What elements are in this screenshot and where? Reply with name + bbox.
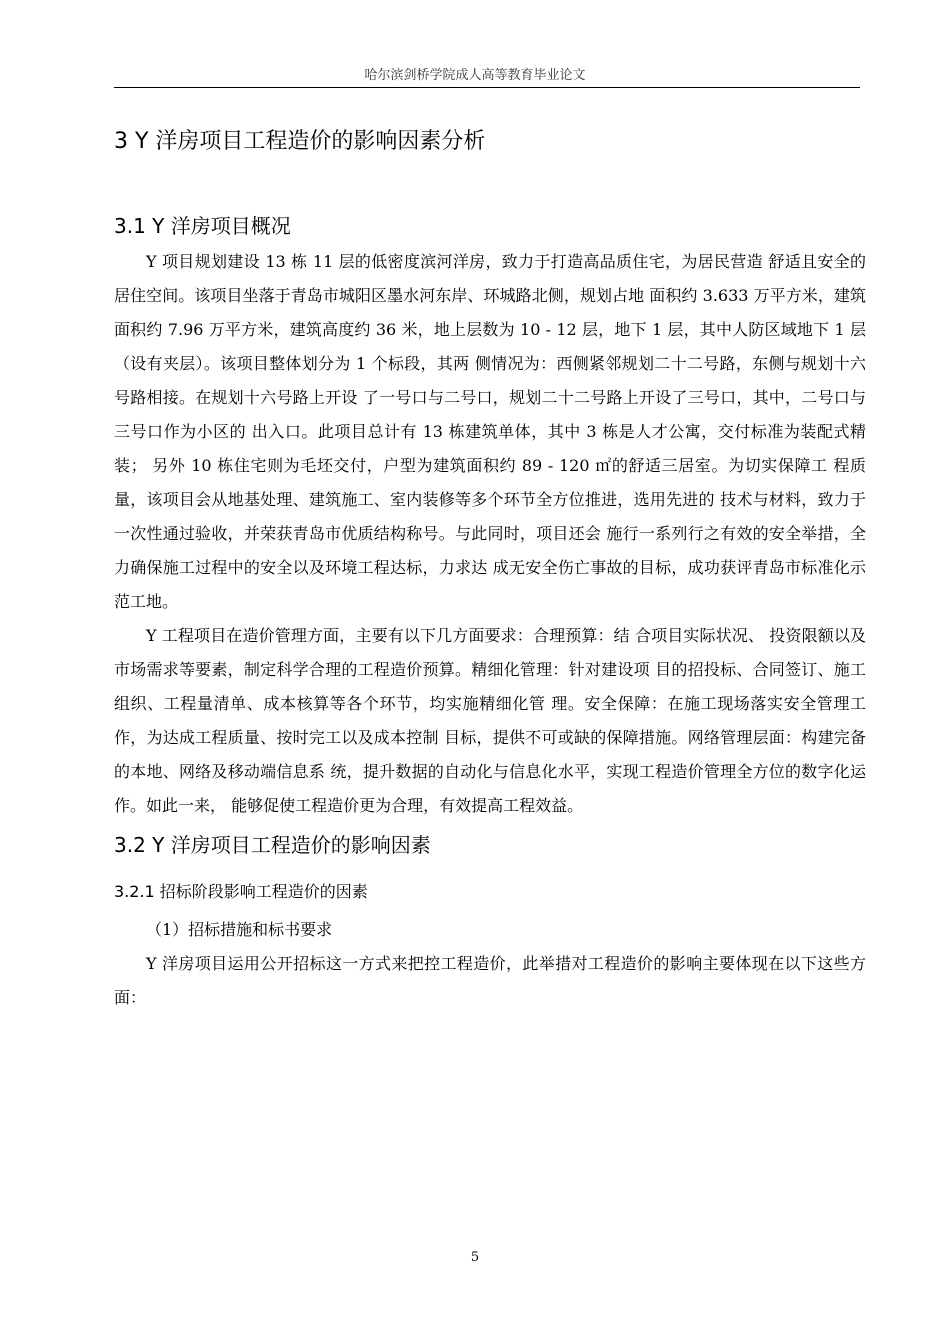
header-rule [114, 87, 860, 88]
section-heading-3-1: 3.1 Y 洋房项目概况 [114, 214, 291, 238]
paragraph-project-overview: Y 项目规划建设 13 栋 11 层的低密度滨河洋房，致力于打造高品质住宅，为居民营造 舒适且安全的居住空间。该项目坐落于青岛市城阳区墨水河东岸、环城路北侧，规划占地 面积约 3.633 万平方米，建筑面积约 7.96 万平方米，建筑高度约 36 米，地上层数为 10 - 12 层，地下 1 层，其中人防区域地下 1 层（设有夹层）。该项目整体划分为 1 个标段，其两 侧情况为：西侧紧邻规划二十二号路，东侧与规划十六号路相接。在规划十六号路上开设 了一号口与二号口，规划二十二号路上开设了三号口，其中，二号口与三号口作为小区的 出入口。此项目总计有 13 栋建筑单体，其中 3 栋是人才公寓，交付标准为装配式精装； 另外 10 栋住宅则为毛坯交付，户型为建筑面积约 89 - 120 ㎡的舒适三居室。为切实保障工 程质量，该项目会从地基处理、建筑施工、室内装修等多个环节全方位推进，选用先进的 技术与材料，致力于一次性通过验收，并荣获青岛市优质结构称号。与此同时，项目还会 施行一系列行之有效的安全举措，全力确保施工过程中的安全以及环境工程达标，力求达 成无安全伤亡事故的目标，成功获评青岛市标准化示范工地。 [114, 252, 866, 611]
page-number: 5 [470, 1250, 480, 1265]
paragraph-cost-management: Y 工程项目在造价管理方面，主要有以下几方面要求：合理预算：结 合项目实际状况、 投资限额以及市场需求等要素，制定科学合理的工程造价预算。精细化管理：针对建设项 目的招投标、合同签订、施工组织、工程量清单、成本核算等各个环节，均实施精细化管 理。安全保障：在施工现场落实安全管理工作，为达成工程质量、按时完工以及成本控制 目标，提供不可或缺的保障措施。网络管理层面：构建完备的本地、网络及移动端信息系 统，提升数据的自动化与信息化水平，实现工程造价管理全方位的数字化运作。如此一来， 能够促使工程造价更为合理，有效提高工程效益。 [114, 626, 866, 815]
page-content [114, 122, 866, 1015]
item-heading: （1）招标措施和标书要求 [146, 920, 333, 939]
page-header: 哈尔滨剑桥学院成人高等教育毕业论文 [364, 68, 586, 83]
chapter-heading: 3 Y 洋房项目工程造价的影响因素分析 [114, 129, 486, 154]
section-heading-3-2: 3.2 Y 洋房项目工程造价的影响因素 [114, 833, 431, 857]
paragraph-bidding: Y 洋房项目运用公开招标这一方式来把控工程造价，此举措对工程造价的影响主要体现在以下这些方面： [114, 954, 866, 1007]
subsection-heading-3-2-1: 3.2.1 招标阶段影响工程造价的因素 [114, 882, 368, 901]
